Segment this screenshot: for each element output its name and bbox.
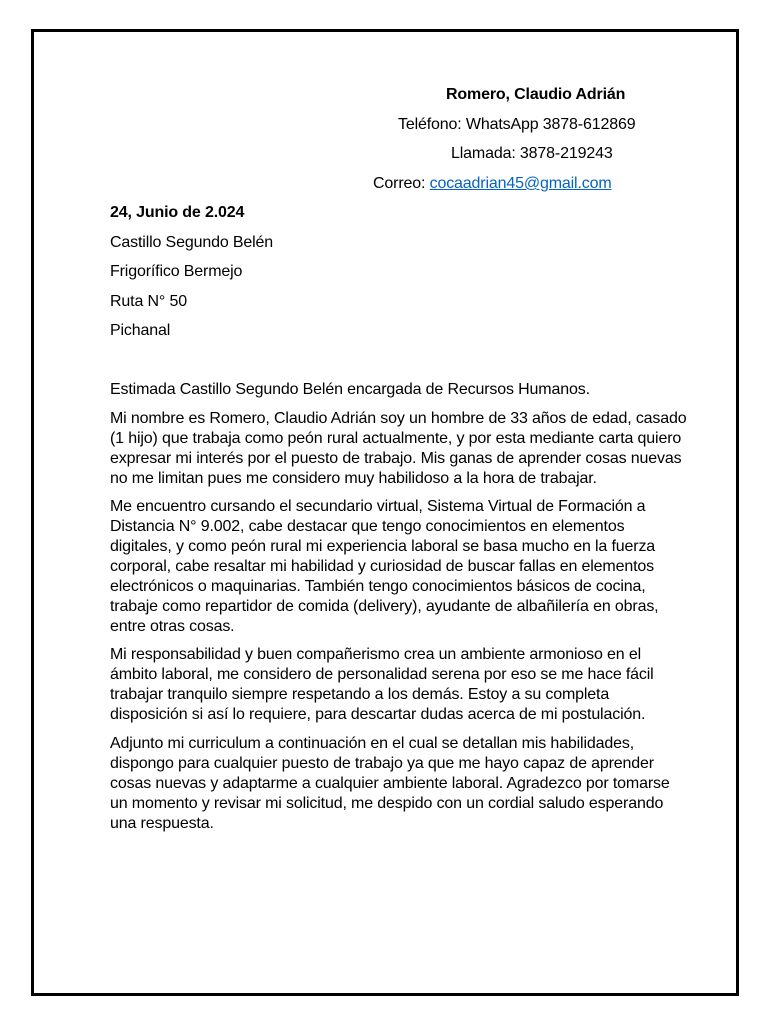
paragraph-line: no me limitan pues me considero muy habilidoso a la hora de trabajar. — [110, 470, 597, 487]
sender-phone-whatsapp: Teléfono: WhatsApp 3878-612869 — [398, 116, 636, 133]
paragraph-line: trabajar tranquilo siempre respetando a los demás. Estoy a su completa — [110, 686, 610, 703]
paragraph-line: digitales, y como peón rural mi experiencia laboral se basa mucho en la fuerza — [110, 538, 656, 555]
paragraph-line: disposición si así lo requiere, para descartar dudas acerca de mi postulación. — [110, 706, 646, 723]
email-label: Correo: — [373, 175, 430, 192]
recipient-city: Pichanal — [110, 322, 171, 339]
paragraph-line: expresar mi interés por el puesto de trabajo. Mis ganas de aprender cosas nuevas — [110, 450, 682, 467]
paragraph-line: Mi responsabilidad y buen compañerismo crea un ambiente armonioso en el — [110, 646, 641, 663]
paragraph-line: un momento y revisar mi solicitud, me despido con un cordial saludo esperando — [110, 795, 664, 812]
paragraph-line: trabaje como repartidor de comida (delivery), ayudante de albañilería en obras, — [110, 598, 659, 615]
sender-email-line — [373, 174, 612, 194]
salutation: Estimada Castillo Segundo Belén encargada de Recursos Humanos. — [110, 381, 590, 398]
sender-name: Romero, Claudio Adrián — [446, 86, 626, 103]
letter-date: 24, Junio de 2.024 — [110, 204, 245, 221]
paragraph-line: corporal, cabe resaltar mi habilidad y curiosidad de buscar fallas en elementos — [110, 558, 655, 575]
paragraph-line: electrónicos o maquinarias. También tengo conocimientos básicos de cocina, — [110, 578, 646, 595]
paragraph-line: cosas nuevas y adaptarme a cualquier ambiente laboral. Agradezco por tomarse — [110, 775, 670, 792]
recipient-address: Ruta N° 50 — [110, 293, 187, 310]
sender-phone-call: Llamada: 3878-219243 — [451, 145, 613, 162]
recipient-company: Frigorífico Bermejo — [110, 263, 243, 280]
paragraph-line: dispongo para cualquier puesto de trabajo ya que me hayo capaz de aprender — [110, 755, 654, 772]
paragraph-line: Me encuentro cursando el secundario virtual, Sistema Virtual de Formación a — [110, 498, 646, 515]
paragraph-line: (1 hijo) que trabaja como peón rural actualmente, y por esta mediante carta quiero — [110, 430, 682, 447]
paragraph-line: ámbito laboral, me considero de personalidad serena por eso se me hace fácil — [110, 666, 654, 683]
paragraph-line: Distancia N° 9.002, cabe destacar que tengo conocimientos en elementos — [110, 518, 625, 535]
recipient-name: Castillo Segundo Belén — [110, 234, 274, 251]
email-link[interactable]: cocaadrian45@gmail.com — [429, 175, 612, 192]
paragraph-line: una respuesta. — [110, 815, 214, 832]
paragraph-line: Adjunto mi curriculum a continuación en el cual se detallan mis habilidades, — [110, 735, 635, 752]
paragraph-line: Mi nombre es Romero, Claudio Adrián soy un hombre de 33 años de edad, casado — [110, 410, 687, 427]
paragraph-line: entre otras cosas. — [110, 618, 235, 635]
